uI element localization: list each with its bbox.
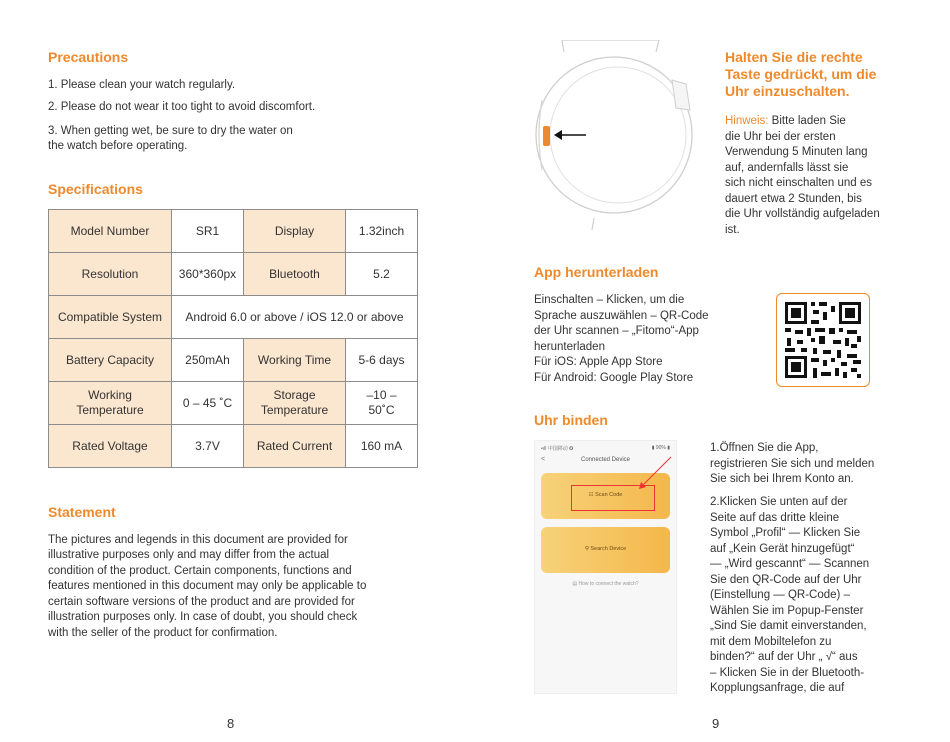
search-device-button[interactable] — [541, 527, 670, 573]
hint-line: sich nicht einschalten und es — [725, 177, 873, 189]
spec-label-working-temp-line1: Working — [88, 388, 132, 402]
spec-label-resolution: Resolution — [49, 253, 172, 296]
bind-step-1 — [710, 441, 874, 488]
scan-code-label: ☷ Scan Code — [588, 492, 623, 498]
step2-line: „Sind Sie damit einverstanden, — [710, 620, 867, 632]
spec-value-storage-temp-line2: 50˚C — [368, 403, 395, 417]
step2-line: – Klicken Sie in der Bluetooth- — [710, 666, 865, 679]
page-number-left: 8 — [227, 716, 235, 731]
watch-button-icon — [543, 126, 550, 146]
watch-illustration — [534, 40, 704, 230]
hint-line: dauert etwa 2 Stunden, bis — [725, 192, 862, 205]
spec-value-bluetooth: 5.2 — [346, 253, 418, 296]
step2-line: auf „Kein Gerät hinzugefügt“ — [710, 542, 855, 555]
spec-label-battery: Battery Capacity — [49, 339, 172, 382]
precaution-item-3-cont: the watch before operating. — [48, 140, 188, 152]
spec-value-compatible: Android 6.0 or above / iOS 12.0 or above — [172, 296, 418, 339]
back-icon[interactable]: < — [541, 456, 546, 463]
precaution-item-3: 3. When getting wet, be sure to dry the water on — [48, 125, 293, 137]
step1-line: 1.Öffnen Sie die App, — [710, 442, 819, 454]
spec-label-model: Model Number — [49, 210, 172, 253]
statement-line: The pictures and legends in this document are provided for — [48, 534, 348, 546]
statement-line: condition of the product. Certain components, functions and — [48, 565, 352, 577]
statement-line: features mentioned in this document may only be applicable to — [48, 580, 367, 592]
power-heading-line: Uhr einzuschalten. — [725, 83, 850, 99]
phone-status-right: ▮ 90% ▮ — [651, 445, 670, 451]
spec-value-resolution: 360*360px — [172, 253, 244, 296]
download-text — [534, 293, 709, 386]
phone-status-left: •ıll 中国移动 ✪ — [541, 446, 574, 452]
power-on-heading — [725, 49, 876, 100]
power-heading-line: Halten Sie die rechte — [725, 49, 863, 65]
specifications-heading: Specifications — [48, 181, 143, 197]
step2-line: mit dem Mobiltelefon zu — [710, 635, 832, 648]
arrow-left-icon — [554, 130, 562, 140]
help-link[interactable]: ▤ How to connect the watch? — [572, 581, 639, 587]
table-row — [49, 296, 418, 339]
spec-value-model: SR1 — [172, 210, 244, 253]
phone-screenshot — [534, 440, 677, 694]
download-line: herunterladen — [534, 340, 605, 353]
spec-label-compatible: Compatible System — [49, 296, 172, 339]
spec-value-working-time: 5-6 days — [346, 339, 418, 382]
pointer-arrow-icon — [635, 455, 675, 491]
download-line: der Uhr scannen – „Fitomo“-App — [534, 325, 699, 337]
search-device-label: ⚲ Search Device — [584, 546, 627, 552]
statement-line: certain software versions of the product and are provided for — [48, 596, 355, 608]
power-heading-line: Taste gedrückt, um die — [725, 66, 877, 82]
spec-label-working-temp-line2: Temperature — [76, 403, 144, 417]
step1-line: registrieren Sie sich und melden — [710, 457, 875, 470]
qr-code-icon — [777, 294, 869, 386]
spec-label-voltage: Rated Voltage — [49, 425, 172, 468]
hint-line: auf, andernfalls lässt sie — [725, 161, 849, 174]
download-line: Für iOS: Apple App Store — [534, 356, 663, 368]
spec-label-storage-temp-line1: Storage — [273, 388, 316, 402]
step2-line: binden?“ auf der Uhr „ √“ aus — [710, 651, 858, 663]
hint-line: die Uhr bei der ersten — [725, 130, 836, 143]
download-line: Für Android: Google Play Store — [534, 371, 694, 384]
precautions-heading: Precautions — [48, 49, 129, 65]
spec-label-current: Rated Current — [244, 425, 346, 468]
spec-value-current: 160 mA — [346, 425, 418, 468]
spec-value-working-temp: 0 – 45 ˚C — [172, 382, 244, 425]
specifications-table — [48, 209, 418, 468]
step2-line: — „Wird gescannt“ — Scannen — [710, 558, 870, 570]
step2-line: Seite auf das dritte kleine — [710, 511, 840, 524]
spec-label-display: Display — [244, 210, 346, 253]
hint-line: ist. — [725, 223, 740, 236]
qr-code-frame — [776, 293, 870, 387]
bind-heading: Uhr binden — [534, 412, 608, 428]
phone-screen-title: Connected Device — [580, 457, 631, 463]
bind-step-2 — [710, 495, 869, 697]
step2-line: 2.Klicken Sie unten auf der — [710, 496, 848, 508]
download-heading: App herunterladen — [534, 264, 659, 280]
download-line: Sprache auszuwählen – QR-Code — [534, 309, 709, 322]
spec-value-storage-temp — [346, 382, 418, 425]
step2-line: Sie den QR-Code auf der Uhr — [710, 573, 862, 586]
spec-label-storage-temp — [244, 382, 346, 425]
step2-line: (Einstellung — QR-Code) – — [710, 589, 850, 601]
spec-label-storage-temp-line2: Temperature — [260, 403, 329, 417]
table-row — [49, 425, 418, 468]
download-line: Einschalten – Klicken, um die — [534, 294, 685, 306]
spec-value-display: 1.32inch — [346, 210, 418, 253]
statement-line: illustration purposes only. In case of doubt, you should check — [48, 611, 358, 623]
step1-line: Sie sich bei Ihrem Konto an. — [710, 473, 854, 485]
statement-line: illustrative purposes only and may differ from the actual — [48, 549, 330, 561]
statement-heading: Statement — [48, 504, 116, 520]
spec-label-working-time: Working Time — [244, 339, 346, 382]
step2-line: Kopplungsanfrage, die auf — [710, 682, 845, 694]
precaution-item-2: 2. Please do not wear it too tight to avoid discomfort. — [48, 101, 316, 113]
table-row — [49, 210, 418, 253]
step2-line: Wählen Sie im Popup-Fenster — [710, 604, 864, 617]
table-row — [49, 382, 418, 425]
spec-value-battery: 250mAh — [172, 339, 244, 382]
hint-label: Hinweis: — [725, 115, 769, 127]
spec-value-storage-temp-line1: –10 – — [366, 388, 397, 402]
page-number-right: 9 — [712, 716, 720, 731]
spec-value-voltage: 3.7V — [172, 425, 244, 468]
hint-line: Bitte laden Sie — [768, 115, 846, 127]
table-row — [49, 253, 418, 296]
table-row — [49, 339, 418, 382]
statement-line: with the seller of the product for confirmation. — [48, 627, 278, 639]
spec-label-bluetooth: Bluetooth — [244, 253, 346, 296]
step2-line: Symbol „Profil“ — Klicken Sie — [710, 527, 861, 539]
spec-label-working-temp — [49, 382, 172, 425]
precaution-item-1: 1. Please clean your watch regularly. — [48, 79, 236, 91]
hint-text — [725, 114, 880, 238]
hint-line: Verwendung 5 Minuten lang — [725, 146, 868, 158]
hint-line: die Uhr vollständig aufgeladen — [725, 208, 880, 220]
